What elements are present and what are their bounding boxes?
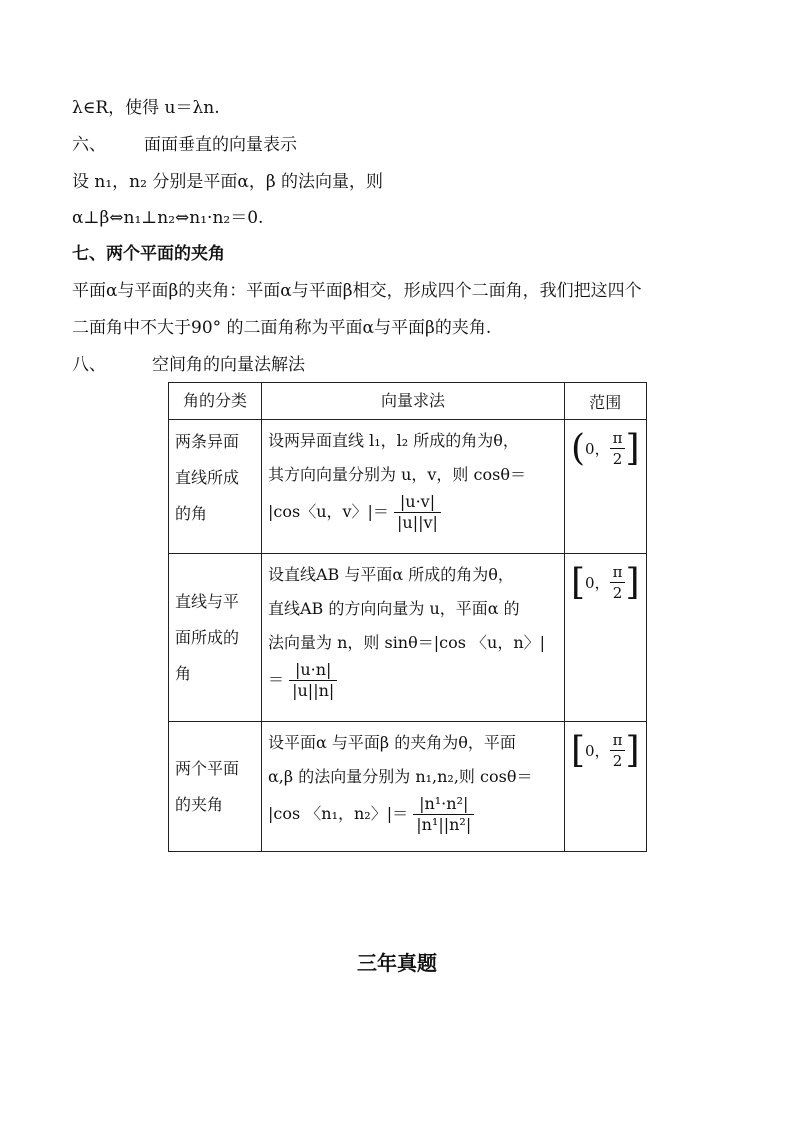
range-numerator: π xyxy=(610,428,626,449)
method-text: ＝ xyxy=(268,670,285,689)
method-fraction xyxy=(394,492,441,533)
range-numerator: π xyxy=(610,730,626,751)
category-line: 两个平面 xyxy=(175,758,240,778)
range-denominator: 2 xyxy=(612,450,623,468)
text-line-lambda: λ∈R，使得 u＝λn. xyxy=(72,98,220,118)
range-close-bracket: ] xyxy=(625,561,640,603)
angle-methods-table xyxy=(168,382,647,852)
header-range: 范围 xyxy=(565,383,647,420)
range-interval xyxy=(571,562,640,603)
method-line: 设两异面直线 l₁，l₂ 所成的角为θ， xyxy=(268,431,519,450)
fraction-numerator: |n¹·n²| xyxy=(413,794,474,815)
section-title: 三年真题 xyxy=(357,951,437,975)
range-fraction xyxy=(610,562,626,603)
range-start: 0， xyxy=(585,439,610,458)
row-category xyxy=(169,420,262,554)
row-method xyxy=(262,722,565,852)
category-line: 直线与平 xyxy=(175,591,240,611)
fraction-numerator: |u·n| xyxy=(289,660,337,681)
row-method xyxy=(262,554,565,722)
category-line: 的夹角 xyxy=(175,794,224,814)
text-line-perpendicular: α⊥β⇔n₁⊥n₂⇔n₁·n₂＝0. xyxy=(72,208,264,228)
category-line: 的角 xyxy=(175,504,208,523)
heading-eight-text: 空间角的向量法解法 xyxy=(152,355,305,375)
method-line xyxy=(268,660,558,701)
heading-six xyxy=(72,133,297,157)
method-line: 设直线AB 与平面α 所成的角为θ， xyxy=(268,565,514,584)
method-line xyxy=(268,492,558,533)
fraction-denominator: |u||n| xyxy=(292,681,335,700)
range-fraction xyxy=(610,428,626,469)
category-line: 直线所成 xyxy=(175,468,240,487)
range-interval xyxy=(571,730,640,771)
table-row xyxy=(169,722,647,852)
range-close-bracket: ] xyxy=(625,729,640,771)
method-line: 法向量为 n，则 sinθ＝|cos 〈u，n〉| xyxy=(268,633,546,652)
fraction-numerator: |u·v| xyxy=(394,492,441,513)
row-category xyxy=(169,722,262,852)
range-numerator: π xyxy=(610,562,626,583)
table-header-row xyxy=(169,383,647,420)
heading-eight-number: 八、 xyxy=(72,355,106,375)
text-line-normals: 设 n₁，n₂ 分别是平面α，β 的法向量，则 xyxy=(72,172,384,192)
range-open-bracket: [ xyxy=(571,729,586,771)
row-method xyxy=(262,420,565,554)
method-line: α,β 的法向量分别为 n₁,n₂,则 cosθ＝ xyxy=(268,767,533,786)
row-range xyxy=(565,554,647,722)
table-row xyxy=(169,554,647,722)
row-category xyxy=(169,554,262,722)
header-method: 向量求法 xyxy=(262,383,565,420)
text-line-dihedral-2: 二面角中不大于90° 的二面角称为平面α与平面β的夹角. xyxy=(72,318,492,338)
range-start: 0， xyxy=(585,573,610,592)
range-open-bracket: [ xyxy=(571,561,586,603)
method-line: 直线AB 的方向向量为 u，平面α 的 xyxy=(268,599,520,618)
method-line: 其方向向量分别为 u，v，则 cosθ＝ xyxy=(268,465,526,484)
method-fraction xyxy=(413,794,474,835)
range-open-bracket: ( xyxy=(571,427,586,469)
row-range xyxy=(565,722,647,852)
range-interval xyxy=(571,428,640,469)
range-denominator: 2 xyxy=(612,752,623,770)
method-fraction xyxy=(289,660,337,701)
range-close-bracket: ] xyxy=(625,427,640,469)
text-line-dihedral-1: 平面α与平面β的夹角：平面α与平面β相交，形成四个二面角，我们把这四个 xyxy=(72,281,642,301)
header-category: 角的分类 xyxy=(169,383,262,420)
method-line: 设平面α 与平面β 的夹角为θ，平面 xyxy=(268,733,516,752)
table-row xyxy=(169,420,647,554)
range-denominator: 2 xyxy=(612,584,623,602)
fraction-denominator: |n¹||n²| xyxy=(416,815,472,834)
method-line xyxy=(268,794,558,835)
heading-six-text: 面面垂直的向量表示 xyxy=(144,135,297,155)
heading-eight xyxy=(72,353,305,377)
range-start: 0， xyxy=(585,741,610,760)
category-line: 角 xyxy=(175,663,192,683)
range-fraction xyxy=(610,730,626,771)
method-text: |cos〈u，v〉|＝ xyxy=(268,502,389,521)
category-line: 面所成的 xyxy=(175,627,240,647)
row-range xyxy=(565,420,647,554)
heading-seven: 七、两个平面的夹角 xyxy=(72,244,225,264)
category-line: 两条异面 xyxy=(175,432,240,451)
heading-six-number: 六、 xyxy=(72,135,106,155)
method-text: |cos 〈n₁，n₂〉|＝ xyxy=(268,804,409,823)
fraction-denominator: |u||v| xyxy=(397,513,438,532)
